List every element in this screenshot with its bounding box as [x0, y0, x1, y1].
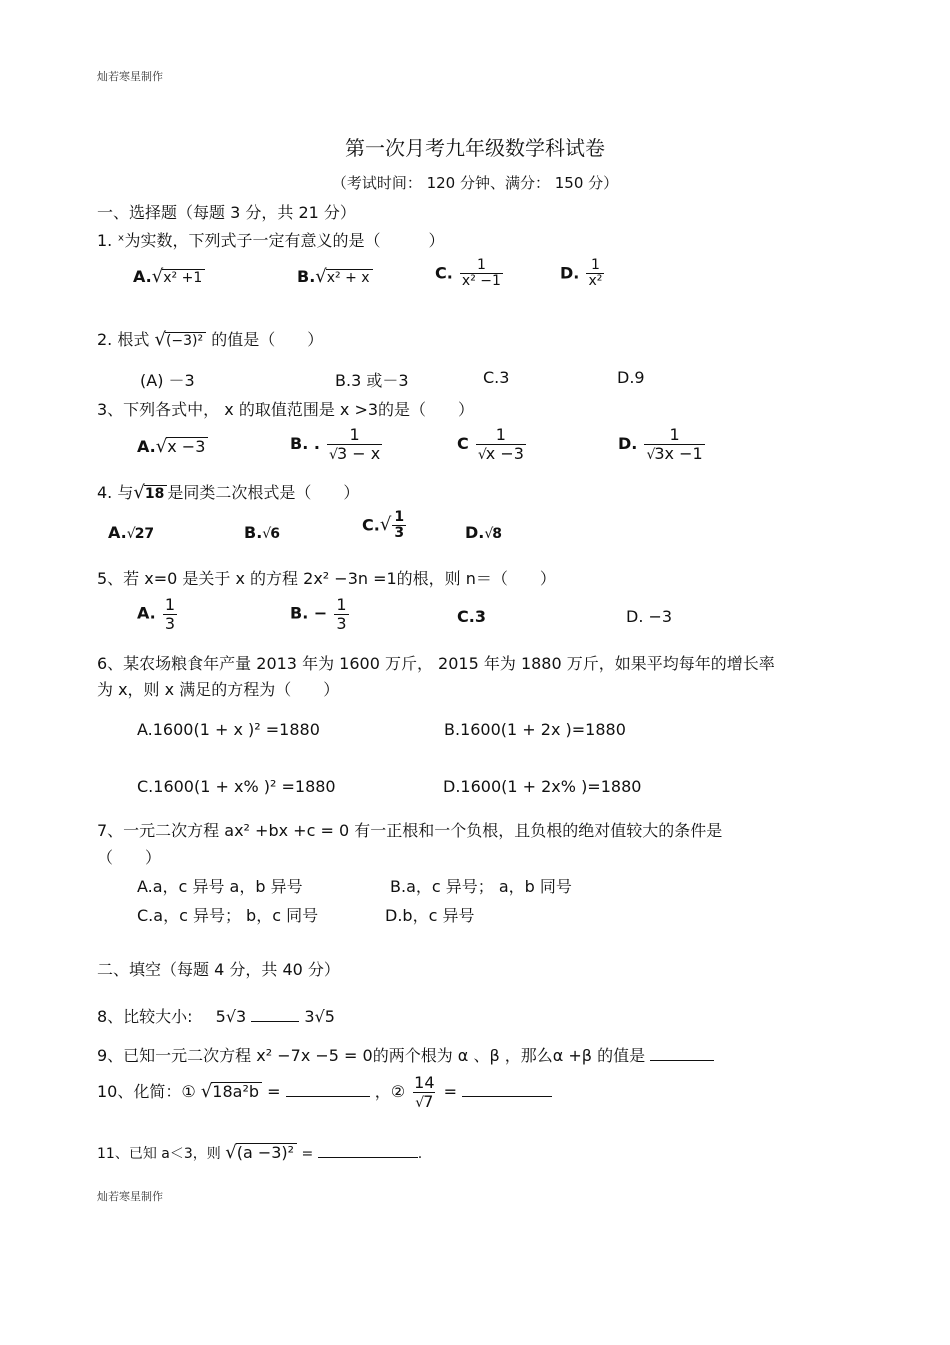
option-label: B. −: [290, 603, 328, 623]
option-label: D.: [465, 523, 485, 542]
question-2-option-a: (A) －3: [140, 371, 195, 390]
fraction: [586, 258, 604, 290]
radicand: 3x −1: [654, 443, 703, 463]
radicand: x² + x: [326, 269, 373, 286]
radicand: 18: [144, 485, 167, 502]
fraction: [327, 426, 382, 463]
option-label: C: [457, 433, 469, 453]
footer-watermark: 灿若寒星制作: [97, 1190, 163, 1203]
equals-sign: =: [267, 1081, 281, 1101]
question-3-option-c: [457, 426, 528, 463]
question-3-option-d: [618, 426, 707, 463]
question-8-label: 8、比较大小:: [97, 1007, 193, 1026]
question-9-text: 9、已知一元二次方程 x² −7x −5 = 0的两个根为 α 、β ，那么α +β 的值是: [97, 1046, 646, 1065]
question-2-option-d: D.9: [617, 368, 645, 387]
question-7-stem-line-1: 7、一元二次方程 ax² +bx +c = 0 有一正根和一个负根，且负根的绝对值较大的条件是: [97, 821, 723, 840]
option-label: B.: [244, 523, 263, 542]
equals-sign: =: [443, 1081, 458, 1101]
fraction: [644, 426, 704, 463]
radicand: x −3: [485, 443, 524, 463]
radicand: 7: [423, 1091, 434, 1111]
question-2-option-b: B.3 或－3: [335, 371, 409, 390]
question-6-option-a: A.1600(1 + x )² =1880: [137, 720, 320, 739]
fraction: [476, 426, 526, 463]
question-7-option-b: B.a，c 异号； a，b 同号: [390, 877, 572, 896]
stem-prefix: 4. 与: [97, 483, 134, 502]
option-label: B. .: [290, 433, 320, 453]
question-6-stem-line-1: 6、某农场粮食年产量 2013 年为 1600 万斤， 2015 年为 1880 万斤，如果平均每年的增长率: [97, 654, 775, 673]
radicand: 27: [134, 526, 155, 542]
question-11: 11、已知 a＜3，则 √(a −3)² = .: [97, 1142, 423, 1163]
denominator: 3: [336, 613, 347, 633]
answer-blank[interactable]: [286, 1096, 370, 1097]
question-11-label: 11、已知 a＜3，则: [97, 1146, 221, 1162]
question-4-option-b: B.√6: [244, 523, 280, 542]
radicand: 3 − x: [336, 443, 381, 463]
question-2-stem: 2. 根式 √(−3)² 的值是（ ）: [97, 329, 324, 350]
option-label: A.: [108, 523, 127, 542]
option-label: D.: [560, 263, 580, 283]
fraction: [334, 596, 348, 632]
denominator: √3x −1: [646, 443, 703, 463]
section-fill-heading: 二、填空（每题 4 分，共 40 分）: [97, 960, 340, 979]
denominator: x²: [588, 273, 603, 290]
denominator: 3: [164, 613, 176, 633]
denominator: √3 − x: [329, 443, 381, 463]
radicand: (−3)²: [165, 332, 206, 349]
question-6-option-b: B.1600(1 + 2x )=1880: [444, 720, 626, 739]
radicand: 18a²b: [211, 1082, 262, 1101]
question-4-option-a: A.√27: [108, 523, 155, 542]
option-label: A.: [133, 267, 152, 286]
question-8-left-expr: 5√3: [215, 1007, 247, 1026]
stem-suffix: 是同类二次根式是（ ）: [167, 483, 360, 502]
question-6-option-d: D.1600(1 + 2x% )=1880: [443, 777, 642, 796]
question-4-option-d: D.√8: [465, 523, 503, 542]
question-1-option-a: A.√x² +1: [133, 266, 205, 287]
denominator: √x −3: [477, 443, 524, 463]
question-6-option-c: C.1600(1 + x% )² =1880: [137, 777, 336, 796]
answer-blank[interactable]: [251, 1021, 299, 1022]
fraction: [163, 596, 177, 632]
question-7-option-d: D.b，c 异号: [385, 906, 475, 925]
answer-blank[interactable]: [318, 1157, 418, 1158]
question-6-stem-line-2: 为 x，则 x 满足的方程为（ ）: [97, 680, 340, 699]
question-3-option-b: [290, 426, 384, 463]
question-8: [97, 1004, 335, 1027]
question-5-option-d: D. −3: [626, 607, 673, 626]
fraction: [392, 510, 406, 542]
option-label: A.: [137, 603, 156, 623]
question-1-option-d: [560, 258, 606, 290]
stem-prefix: 2. 根式: [97, 330, 150, 349]
numerator: 1: [476, 257, 486, 273]
numerator: 1: [349, 425, 360, 444]
radicand: 6: [270, 526, 280, 542]
question-2-option-c: C.3: [483, 368, 510, 387]
fraction: [412, 1074, 436, 1111]
answer-blank[interactable]: [650, 1060, 714, 1061]
radicand: (a −3)²: [236, 1143, 297, 1162]
question-5-option-a: [137, 596, 179, 632]
period: .: [417, 1146, 423, 1162]
numerator: 1: [669, 425, 680, 444]
radicand: x² +1: [162, 269, 205, 286]
denominator: 3: [394, 525, 405, 542]
option-label: C.: [362, 515, 380, 535]
section-choice-heading: 一、选择题（每题 3 分，共 21 分）: [97, 203, 356, 222]
answer-blank[interactable]: [462, 1096, 552, 1097]
question-5-option-c: C.3: [457, 607, 486, 626]
page-title: 第一次月考九年级数学科试卷: [345, 136, 605, 160]
equals-sign: =: [301, 1146, 314, 1162]
page-subtitle: （考试时间： 120 分钟、满分： 150 分）: [331, 174, 619, 192]
header-watermark: 灿若寒星制作: [97, 70, 163, 83]
fraction: [460, 258, 503, 290]
numerator: 1: [164, 595, 176, 614]
question-7-stem-line-2: （ ）: [97, 848, 162, 867]
question-9: [97, 1043, 714, 1066]
numerator: 1: [336, 595, 347, 614]
numerator: 14: [414, 1073, 435, 1092]
option-label: C.: [435, 263, 453, 283]
question-5-stem: 5、若 x=0 是关于 x 的方程 2x² −3n =1的根，则 n＝（ ）: [97, 569, 556, 588]
question-4-stem: 4. 与√18 是同类二次根式是（ ）: [97, 482, 360, 503]
question-7-option-c: C.a，c 异号； b，c 同号: [137, 906, 319, 925]
question-1-option-c: [435, 258, 505, 290]
question-3-option-a: A.√x −3: [137, 436, 208, 457]
separator: ，②: [374, 1081, 406, 1101]
option-label: D.: [618, 433, 638, 453]
stem-suffix: 的值是（ ）: [211, 330, 324, 349]
numerator: 1: [590, 257, 600, 273]
question-8-right-expr: 3√5: [304, 1007, 335, 1026]
question-10-label: 10、化简：①: [97, 1081, 196, 1101]
question-5-option-b: [290, 596, 351, 632]
denominator: x² −1: [461, 273, 501, 290]
radicand: x −3: [166, 437, 208, 456]
numerator: 1: [394, 509, 405, 525]
radicand: 8: [492, 526, 503, 542]
question-3-stem: 3、下列各式中， x 的取值范围是 x >3的是（ ）: [97, 400, 475, 419]
question-1-stem: 1. ˣ为实数，下列式子一定有意义的是（ ）: [97, 231, 445, 250]
numerator: 1: [495, 425, 506, 444]
option-label: B.: [297, 267, 316, 286]
question-7-option-a: A.a，c 异号 a，b 异号: [137, 877, 303, 896]
denominator: √7: [415, 1091, 434, 1111]
question-1-option-b: B.√x² + x: [297, 266, 373, 287]
option-label: A.: [137, 437, 156, 456]
question-10: 10、化简：① √18a²b = ，② $\frac{14}{√7}$ =: [97, 1074, 552, 1111]
question-4-option-c: C.√ $\frac{1}{3}$: [362, 509, 405, 542]
